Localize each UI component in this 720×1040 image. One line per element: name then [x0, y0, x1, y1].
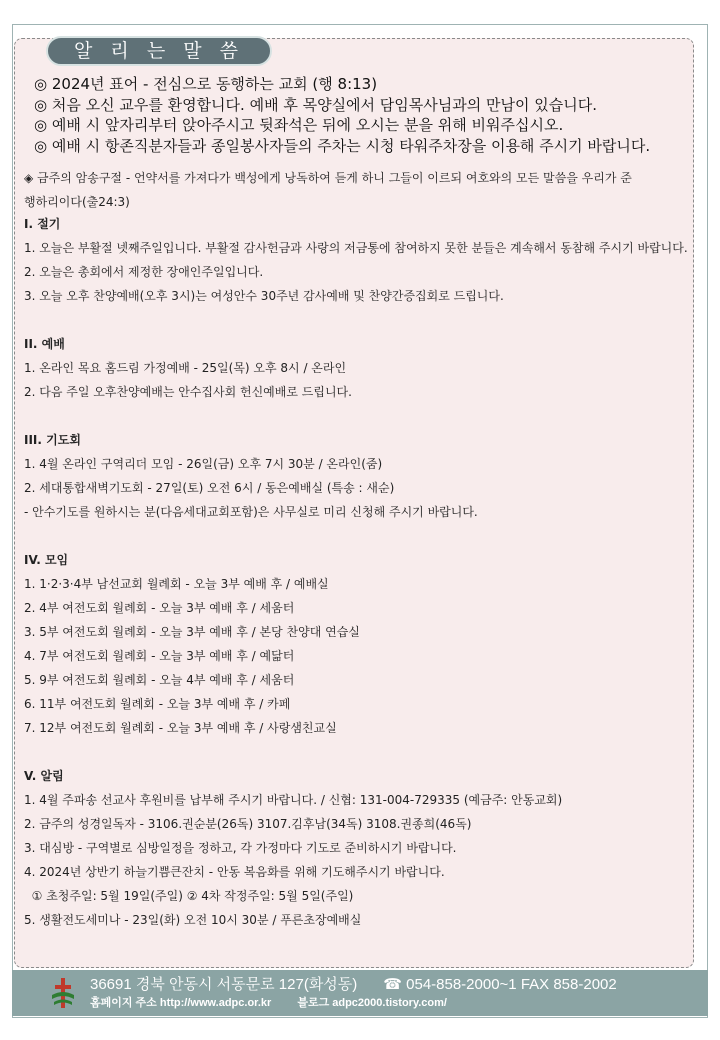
list-item: 4. 2024년 상반기 하늘기쁨큰잔치 - 안동 복음화를 위해 기도해주시기 바랍니다.: [24, 865, 445, 879]
list-item: 2. 다음 주일 오후찬양예배는 안수집사회 헌신예배로 드립니다.: [24, 385, 352, 399]
section-heading-worship: II. 예배: [24, 337, 65, 351]
list-item: 2. 오늘은 총회에서 제정한 장애인주일입니다.: [24, 265, 264, 279]
footer: [12, 970, 708, 1016]
list-item: 5. 9부 여전도회 월례회 - 오늘 4부 예배 후 / 세움터: [24, 673, 295, 687]
motto-line: ◎ 2024년 표어 - 전심으로 동행하는 교회 (행 8:13): [34, 75, 378, 93]
memory-verse-line: ◈ 금주의 암송구절 - 언약서를 가져다가 백성에게 낭독하여 듣게 하니 그들이 이르되 여호와의 모든 말씀을 우리가 준: [24, 171, 632, 185]
motto-block: [34, 74, 694, 156]
list-item: 1. 오늘은 부활절 넷째주일입니다. 부활절 감사헌금과 사랑의 저금통에 참여하지 못한 분들은 계속해서 동참해 주시기 바랍니다.: [24, 241, 688, 255]
list-item: 7. 12부 여전도회 월례회 - 오늘 3부 예배 후 / 사랑샘친교실: [24, 721, 337, 735]
list-item: 5. 생활전도세미나 - 23일(화) 오전 10시 30분 / 푸른초장예배실: [24, 913, 362, 927]
section-heading-prayer: III. 기도회: [24, 433, 81, 447]
section-heading-notices: V. 알림: [24, 769, 64, 783]
church-cross-logo-icon: [50, 977, 76, 1009]
footer-web: [90, 996, 447, 1010]
list-item: 2. 세대통합새벽기도회 - 27일(토) 오전 6시 / 동은예배실 (특송 : 새순): [24, 481, 395, 495]
footer-contact: [90, 975, 617, 995]
motto-line: ◎ 예배 시 앞자리부터 앉아주시고 뒷좌석은 뒤에 오시는 분을 위해 비워주십시오.: [34, 116, 564, 134]
memory-verse: [24, 166, 684, 214]
page-title: 알 리 는 말 씀: [46, 36, 272, 66]
section-heading-season: I. 절기: [24, 217, 61, 231]
list-item: 2. 4부 여전도회 월례회 - 오늘 3부 예배 후 / 세움터: [24, 601, 295, 615]
list-item: 1. 온라인 목요 홈드림 가정예배 - 25일(목) 오후 8시 / 온라인: [24, 361, 347, 375]
list-item: 6. 11부 여전도회 월례회 - 오늘 3부 예배 후 / 카페: [24, 697, 291, 711]
list-item: ① 초청주일: 5월 19일(주일) ② 4차 작정주일: 5월 5일(주일): [24, 889, 354, 903]
list-item: 4. 7부 여전도회 월례회 - 오늘 3부 예배 후 / 예닮터: [24, 649, 295, 663]
list-item: 1. 4월 주파송 선교사 후원비를 납부해 주시기 바랍니다. / 신협: 131-004-729335 (예금주: 안동교회): [24, 793, 563, 807]
footer-address: 36691 경북 안동시 서동문로 127(화성동): [90, 976, 358, 993]
blog-link[interactable]: 블로그 adpc2000.tistory.com/: [297, 997, 447, 1009]
list-item: 1. 4월 온라인 구역리더 모임 - 26일(금) 오후 7시 30분 / 온라인(줌): [24, 457, 383, 471]
motto-line: ◎ 예배 시 항존직분자들과 종일봉사자들의 주차는 시청 타워주차장을 이용해 주시기 바랍니다.: [34, 136, 651, 155]
list-item: 3. 대심방 - 구역별로 심방일정을 정하고, 각 가정마다 기도로 준비하시기 바랍니다.: [24, 841, 457, 855]
motto-line: ◎ 처음 오신 교우를 환영합니다. 예배 후 목양실에서 담임목사님과의 만남이 있습니다.: [34, 95, 597, 114]
list-item: 2. 금주의 성경일독자 - 3106.권순분(26독) 3107.김후남(34독) 3108.권종희(46독): [24, 817, 472, 831]
section-heading-meetings: IV. 모임: [24, 553, 69, 567]
list-item: 3. 오늘 오후 찬양예배(오후 3시)는 여성안수 30주년 감사예배 및 찬양간증집회로 드립니다.: [24, 289, 504, 303]
list-item: 3. 5부 여전도회 월례회 - 오늘 3부 예배 후 / 본당 찬양대 연습실: [24, 625, 360, 639]
announcement-list: [24, 212, 688, 932]
list-item: 1. 1·2·3·4부 남선교회 월례회 - 오늘 3부 예배 후 / 예배실: [24, 577, 329, 591]
homepage-link[interactable]: 홈페이지 주소 http://www.adpc.or.kr: [90, 997, 272, 1009]
footer-phone: ☎ 054-858-2000~1 FAX 858-2002: [383, 976, 617, 993]
list-item: - 안수기도를 원하시는 분(다음세대교회포함)은 사무실로 미리 신청해 주시기 바랍니다.: [24, 505, 478, 519]
memory-verse-line: 행하리이다(출24:3): [24, 195, 130, 209]
